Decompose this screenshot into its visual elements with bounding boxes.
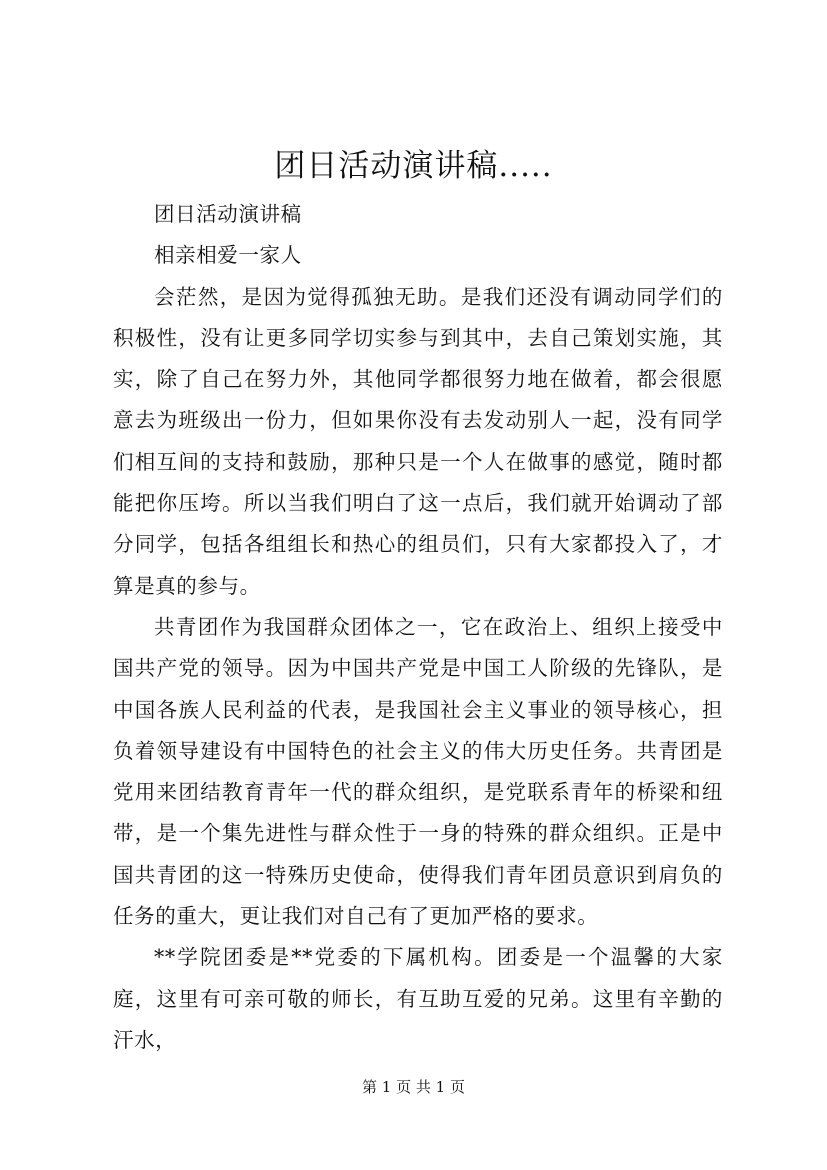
page-footer: 第 1 页 共 1 页 bbox=[362, 1078, 465, 1096]
paragraph-subtitle: 团日活动演讲稿 bbox=[154, 202, 302, 226]
paragraph-heading: 相亲相爱一家人 bbox=[154, 243, 302, 268]
paragraph: 共青团作为我国群众团体之一，它在政治上、组织上接受中国共产党的领导。因为中国共产党是中国工人阶级的先锋队，是中国各族人民利益的代表，是我国社会主义事业的领导核心，担负着领导建设有中国特色的社会主义的伟大历史任务。共青团是党用来团结教育青年一代的群众组织，是党联系青年的桥梁和纽带，是一个集先进性与群众性于一身的特殊的群众组织。正是中国共青团的这一特殊历史使命，使得我们青年团员意识到肩负的任务的重大，更让我们对自己有了更加严格的要求。 bbox=[113, 614, 723, 929]
document-title: 团日活动演讲稿..... bbox=[274, 148, 553, 184]
paragraph: **学院团委是**党委的下属机构。团委是一个温馨的大家庭，这里有可亲可敬的师长，有互助互爱的兄弟。这里有辛勤的汗水， bbox=[113, 945, 723, 1052]
paragraph: 会茫然，是因为觉得孤独无助。是我们还没有调动同学们的积极性，没有让更多同学切实参与到其中，去自己策划实施，其实，除了自己在努力外，其他同学都很努力地在做着，都会很愿意去为班级出一份力，但如果你没有去发动别人一起，没有同学们相互间的支持和鼓励，那种只是一个人在做事的感觉，随时都能把你压垮。所以当我们明白了这一点后，我们就开始调动了部分同学，包括各组组长和热心的组员们，只有大家都投入了，才算是真的参与。 bbox=[113, 284, 723, 598]
document-body bbox=[113, 194, 723, 1061]
